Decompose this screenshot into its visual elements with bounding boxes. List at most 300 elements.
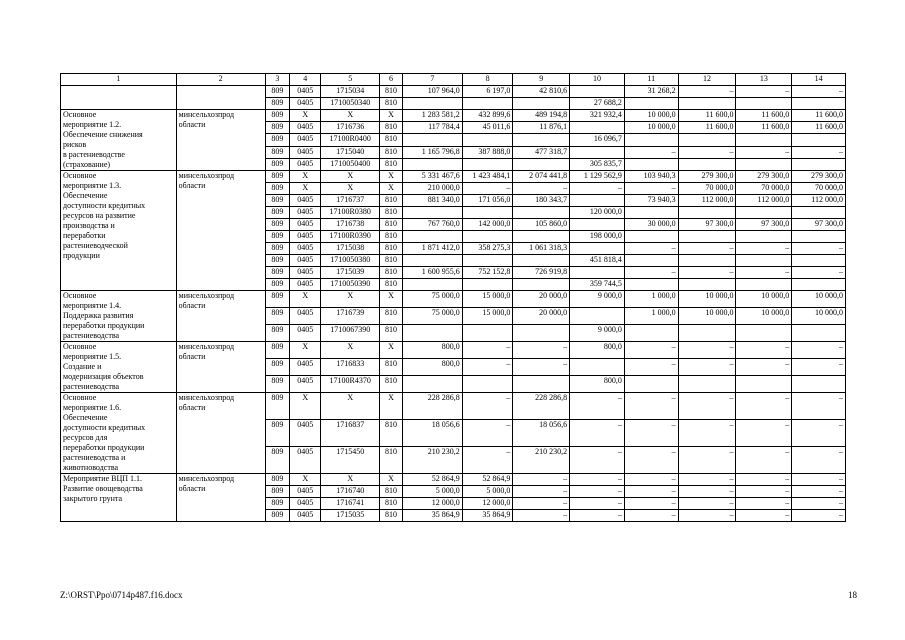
value-cell: –: [736, 393, 792, 420]
value-cell: [736, 325, 792, 342]
value-cell: [402, 376, 462, 393]
value-cell: 10 000,0: [624, 122, 678, 134]
value-cell: –: [792, 486, 846, 498]
value-cell: X: [290, 171, 321, 183]
value-cell: 1716833: [321, 359, 380, 376]
value-cell: 228 286,8: [402, 393, 462, 420]
value-cell: –: [736, 447, 792, 474]
value-cell: 103 940,3: [624, 171, 678, 183]
value-cell: 810: [380, 86, 403, 98]
value-cell: –: [462, 342, 513, 359]
executor-cell: минсельхозпрод области: [176, 291, 265, 342]
value-cell: 387 888,0: [462, 146, 513, 158]
value-cell: [736, 207, 792, 219]
value-cell: 11 600,0: [678, 122, 736, 134]
value-cell: 1716837: [321, 420, 380, 447]
value-cell: –: [678, 447, 736, 474]
value-cell: –: [570, 447, 625, 474]
table-row: [61, 393, 846, 420]
value-cell: 52 864,9: [462, 474, 513, 486]
column-number-cell: 6: [380, 74, 403, 86]
value-cell: 810: [380, 219, 403, 231]
value-cell: –: [624, 146, 678, 158]
value-cell: 809: [265, 291, 290, 308]
value-cell: 809: [265, 498, 290, 510]
value-cell: 810: [380, 325, 403, 342]
value-cell: 810: [380, 510, 403, 522]
value-cell: 35 864,9: [462, 510, 513, 522]
value-cell: 0405: [290, 420, 321, 447]
value-cell: [624, 231, 678, 243]
value-cell: 1716739: [321, 308, 380, 325]
value-cell: –: [792, 474, 846, 486]
value-cell: 15 000,0: [462, 308, 513, 325]
value-cell: X: [380, 474, 403, 486]
value-cell: 75 000,0: [402, 308, 462, 325]
value-cell: –: [792, 267, 846, 279]
column-number-cell: 7: [402, 74, 462, 86]
value-cell: 1 871 412,0: [402, 243, 462, 255]
value-cell: –: [678, 342, 736, 359]
value-cell: 1 283 581,2: [402, 110, 462, 122]
executor-cell: [176, 86, 265, 110]
value-cell: 97 300,0: [792, 219, 846, 231]
value-cell: 809: [265, 393, 290, 420]
value-cell: 810: [380, 279, 403, 291]
value-cell: 810: [380, 98, 403, 110]
value-cell: 105 860,0: [513, 219, 570, 231]
value-cell: [678, 279, 736, 291]
value-cell: 1 423 484,1: [462, 171, 513, 183]
value-cell: 489 194,8: [513, 110, 570, 122]
value-cell: 279 300,0: [792, 171, 846, 183]
value-cell: X: [380, 342, 403, 359]
value-cell: [513, 376, 570, 393]
measure-name-cell: Основное мероприятие 1.3. Обеспечение доступности кредитных ресурсов на развитие производства и переработки растениеводческой продукции: [61, 171, 177, 291]
value-cell: 112 000,0: [792, 195, 846, 207]
value-cell: [513, 158, 570, 170]
value-cell: –: [513, 474, 570, 486]
value-cell: –: [624, 510, 678, 522]
value-cell: [678, 376, 736, 393]
value-cell: 97 300,0: [736, 219, 792, 231]
value-cell: 112 000,0: [736, 195, 792, 207]
value-cell: –: [678, 146, 736, 158]
executor-cell: минсельхозпрод области: [176, 171, 265, 291]
value-cell: 112 000,0: [678, 195, 736, 207]
value-cell: 809: [265, 183, 290, 195]
value-cell: 0405: [290, 279, 321, 291]
value-cell: –: [624, 359, 678, 376]
value-cell: [736, 231, 792, 243]
value-cell: [678, 207, 736, 219]
footer-file-path: Z:\ORST\Ppo\0714p487.f16.docx: [60, 590, 183, 600]
value-cell: 809: [265, 122, 290, 134]
value-cell: [513, 231, 570, 243]
value-cell: –: [736, 267, 792, 279]
value-cell: 210 230,2: [513, 447, 570, 474]
value-cell: [736, 279, 792, 291]
value-cell: 45 011,6: [462, 122, 513, 134]
value-cell: 0405: [290, 231, 321, 243]
value-cell: X: [380, 171, 403, 183]
value-cell: 809: [265, 474, 290, 486]
value-cell: –: [513, 486, 570, 498]
value-cell: [570, 146, 625, 158]
value-cell: –: [792, 359, 846, 376]
value-cell: –: [792, 146, 846, 158]
value-cell: 0405: [290, 376, 321, 393]
value-cell: [462, 98, 513, 110]
column-number-cell: 8: [462, 74, 513, 86]
value-cell: –: [792, 447, 846, 474]
value-cell: 810: [380, 359, 403, 376]
column-number-cell: 10: [570, 74, 625, 86]
value-cell: 809: [265, 447, 290, 474]
table-row: [61, 474, 846, 486]
column-number-cell: 9: [513, 74, 570, 86]
value-cell: –: [678, 86, 736, 98]
value-cell: 31 268,2: [624, 86, 678, 98]
value-cell: [792, 98, 846, 110]
value-cell: [513, 207, 570, 219]
value-cell: 228 286,8: [513, 393, 570, 420]
value-cell: [624, 98, 678, 110]
value-cell: [570, 86, 625, 98]
value-cell: [792, 325, 846, 342]
value-cell: –: [678, 393, 736, 420]
value-cell: X: [290, 291, 321, 308]
value-cell: 810: [380, 243, 403, 255]
measure-name-cell: [61, 86, 177, 110]
value-cell: 120 000,0: [570, 207, 625, 219]
value-cell: 9 000,0: [570, 325, 625, 342]
value-cell: –: [792, 393, 846, 420]
value-cell: X: [290, 393, 321, 420]
column-number-cell: 11: [624, 74, 678, 86]
value-cell: X: [290, 183, 321, 195]
value-cell: X: [321, 474, 380, 486]
value-cell: [792, 231, 846, 243]
value-cell: –: [624, 183, 678, 195]
value-cell: 0405: [290, 325, 321, 342]
value-cell: 1715035: [321, 510, 380, 522]
value-cell: –: [678, 486, 736, 498]
value-cell: 1715040: [321, 146, 380, 158]
value-cell: –: [736, 359, 792, 376]
value-cell: –: [736, 474, 792, 486]
value-cell: 809: [265, 134, 290, 146]
value-cell: 5 331 467,6: [402, 171, 462, 183]
value-cell: –: [678, 498, 736, 510]
value-cell: –: [624, 474, 678, 486]
value-cell: 451 818,4: [570, 255, 625, 267]
value-cell: 477 318,7: [513, 146, 570, 158]
value-cell: 800,0: [402, 342, 462, 359]
value-cell: [513, 325, 570, 342]
value-cell: X: [321, 342, 380, 359]
value-cell: –: [736, 498, 792, 510]
value-cell: [402, 134, 462, 146]
value-cell: [736, 376, 792, 393]
value-cell: [513, 279, 570, 291]
value-cell: 27 688,2: [570, 98, 625, 110]
value-cell: [462, 134, 513, 146]
value-cell: [792, 207, 846, 219]
value-cell: 810: [380, 447, 403, 474]
value-cell: 1715038: [321, 243, 380, 255]
value-cell: 809: [265, 279, 290, 291]
table-row: [61, 171, 846, 183]
value-cell: 810: [380, 255, 403, 267]
page-number: 18: [848, 590, 857, 600]
value-cell: 809: [265, 510, 290, 522]
value-cell: 810: [380, 158, 403, 170]
value-cell: 1 129 562,9: [570, 171, 625, 183]
executor-cell: минсельхозпрод области: [176, 474, 265, 522]
value-cell: 1716741: [321, 498, 380, 510]
value-cell: –: [624, 393, 678, 420]
value-cell: –: [462, 447, 513, 474]
value-cell: 810: [380, 134, 403, 146]
value-cell: 1 000,0: [624, 291, 678, 308]
column-number-cell: 12: [678, 74, 736, 86]
value-cell: [570, 308, 625, 325]
value-cell: 809: [265, 325, 290, 342]
value-cell: 142 000,0: [462, 219, 513, 231]
value-cell: 17100R4370: [321, 376, 380, 393]
value-cell: [792, 279, 846, 291]
value-cell: 52 864,9: [402, 474, 462, 486]
value-cell: 70 000,0: [678, 183, 736, 195]
value-cell: 809: [265, 342, 290, 359]
value-cell: 810: [380, 498, 403, 510]
value-cell: [624, 255, 678, 267]
value-cell: 810: [380, 420, 403, 447]
value-cell: 810: [380, 376, 403, 393]
value-cell: X: [321, 393, 380, 420]
value-cell: 2 074 441,8: [513, 171, 570, 183]
value-cell: –: [462, 420, 513, 447]
value-cell: [570, 122, 625, 134]
value-cell: 171 056,0: [462, 195, 513, 207]
measure-name-cell: Мероприятие ВЦП 1.1. Развитие овощеводства закрытого грунта: [61, 474, 177, 522]
value-cell: [736, 98, 792, 110]
value-cell: X: [380, 393, 403, 420]
value-cell: 12 000,0: [462, 498, 513, 510]
value-cell: 10 000,0: [736, 291, 792, 308]
value-cell: 809: [265, 146, 290, 158]
value-cell: X: [290, 342, 321, 359]
value-cell: 0405: [290, 255, 321, 267]
column-number-cell: 13: [736, 74, 792, 86]
value-cell: [736, 134, 792, 146]
value-cell: X: [380, 183, 403, 195]
value-cell: –: [792, 243, 846, 255]
value-cell: 809: [265, 86, 290, 98]
value-cell: [624, 279, 678, 291]
value-cell: 17100R0390: [321, 231, 380, 243]
value-cell: 11 600,0: [736, 110, 792, 122]
value-cell: 97 300,0: [678, 219, 736, 231]
value-cell: 810: [380, 267, 403, 279]
value-cell: [462, 279, 513, 291]
value-cell: 20 000,0: [513, 291, 570, 308]
value-cell: 11 600,0: [792, 122, 846, 134]
value-cell: 11 600,0: [736, 122, 792, 134]
value-cell: 18 056,6: [513, 420, 570, 447]
value-cell: 726 919,8: [513, 267, 570, 279]
value-cell: [402, 98, 462, 110]
value-cell: 1710050390: [321, 279, 380, 291]
value-cell: 198 000,0: [570, 231, 625, 243]
value-cell: 210 000,0: [402, 183, 462, 195]
value-cell: 809: [265, 376, 290, 393]
value-cell: [792, 158, 846, 170]
value-cell: –: [570, 393, 625, 420]
value-cell: X: [321, 110, 380, 122]
executor-cell: минсельхозпрод области: [176, 110, 265, 171]
value-cell: 809: [265, 207, 290, 219]
value-cell: –: [678, 474, 736, 486]
value-cell: 1 000,0: [624, 308, 678, 325]
value-cell: 809: [265, 195, 290, 207]
value-cell: 10 000,0: [678, 308, 736, 325]
value-cell: 0405: [290, 359, 321, 376]
value-cell: 107 964,0: [402, 86, 462, 98]
value-cell: –: [624, 498, 678, 510]
value-cell: –: [624, 342, 678, 359]
value-cell: [792, 134, 846, 146]
value-cell: –: [678, 267, 736, 279]
value-cell: 305 835,7: [570, 158, 625, 170]
value-cell: [624, 207, 678, 219]
value-cell: [570, 267, 625, 279]
value-cell: 1715450: [321, 447, 380, 474]
value-cell: 10 000,0: [678, 291, 736, 308]
value-cell: 1716738: [321, 219, 380, 231]
value-cell: X: [321, 291, 380, 308]
value-cell: –: [792, 510, 846, 522]
value-cell: –: [624, 420, 678, 447]
value-cell: [513, 134, 570, 146]
value-cell: 1716740: [321, 486, 380, 498]
table-row: [61, 86, 846, 98]
value-cell: 0405: [290, 447, 321, 474]
value-cell: [624, 325, 678, 342]
value-cell: [462, 376, 513, 393]
value-cell: –: [736, 243, 792, 255]
value-cell: [462, 325, 513, 342]
value-cell: –: [570, 474, 625, 486]
value-cell: 75 000,0: [402, 291, 462, 308]
value-cell: 0405: [290, 219, 321, 231]
value-cell: –: [624, 243, 678, 255]
value-cell: 809: [265, 308, 290, 325]
value-cell: [678, 255, 736, 267]
value-cell: –: [570, 510, 625, 522]
value-cell: 1710050340: [321, 98, 380, 110]
value-cell: 809: [265, 231, 290, 243]
executor-cell: минсельхозпрод области: [176, 393, 265, 474]
value-cell: 0405: [290, 207, 321, 219]
value-cell: 800,0: [570, 342, 625, 359]
value-cell: 809: [265, 420, 290, 447]
value-cell: 16 096,7: [570, 134, 625, 146]
measure-name-cell: Основное мероприятие 1.4. Поддержка развития переработки продукции растениеводства: [61, 291, 177, 342]
value-cell: X: [290, 474, 321, 486]
value-cell: 0405: [290, 498, 321, 510]
value-cell: 810: [380, 207, 403, 219]
value-cell: 1 600 955,6: [402, 267, 462, 279]
value-cell: 6 197,0: [462, 86, 513, 98]
value-cell: 11 876,1: [513, 122, 570, 134]
value-cell: 180 343,7: [513, 195, 570, 207]
value-cell: X: [321, 183, 380, 195]
value-cell: 810: [380, 146, 403, 158]
value-cell: 5 000,0: [402, 486, 462, 498]
value-cell: 1716736: [321, 122, 380, 134]
value-cell: –: [570, 420, 625, 447]
value-cell: 358 275,3: [462, 243, 513, 255]
value-cell: 70 000,0: [792, 183, 846, 195]
value-cell: [402, 325, 462, 342]
value-cell: 210 230,2: [402, 447, 462, 474]
value-cell: 881 340,0: [402, 195, 462, 207]
value-cell: 0405: [290, 86, 321, 98]
measure-name-cell: Основное мероприятие 1.5. Создание и модернизация объектов растениеводства: [61, 342, 177, 393]
column-number-cell: 14: [792, 74, 846, 86]
value-cell: 0405: [290, 158, 321, 170]
value-cell: 809: [265, 219, 290, 231]
value-cell: –: [513, 359, 570, 376]
value-cell: 809: [265, 255, 290, 267]
value-cell: [570, 219, 625, 231]
value-cell: [624, 158, 678, 170]
value-cell: [462, 158, 513, 170]
value-cell: –: [792, 342, 846, 359]
value-cell: 809: [265, 158, 290, 170]
value-cell: 10 000,0: [624, 110, 678, 122]
value-cell: –: [462, 393, 513, 420]
value-cell: –: [513, 342, 570, 359]
value-cell: [402, 158, 462, 170]
value-cell: [678, 325, 736, 342]
value-cell: 800,0: [570, 376, 625, 393]
value-cell: [570, 243, 625, 255]
value-cell: 11 600,0: [678, 110, 736, 122]
value-cell: 809: [265, 98, 290, 110]
value-cell: 432 899,6: [462, 110, 513, 122]
value-cell: [402, 279, 462, 291]
value-cell: –: [792, 420, 846, 447]
value-cell: 0405: [290, 243, 321, 255]
value-cell: [792, 255, 846, 267]
value-cell: [624, 134, 678, 146]
value-cell: 279 300,0: [678, 171, 736, 183]
budget-table: [60, 73, 846, 522]
value-cell: [513, 255, 570, 267]
column-number-cell: 2: [176, 74, 265, 86]
value-cell: –: [624, 447, 678, 474]
column-number-row: [61, 74, 846, 86]
value-cell: [402, 255, 462, 267]
value-cell: [402, 231, 462, 243]
column-number-cell: 4: [290, 74, 321, 86]
value-cell: 5 000,0: [462, 486, 513, 498]
value-cell: –: [513, 183, 570, 195]
executor-cell: минсельхозпрод области: [176, 342, 265, 393]
